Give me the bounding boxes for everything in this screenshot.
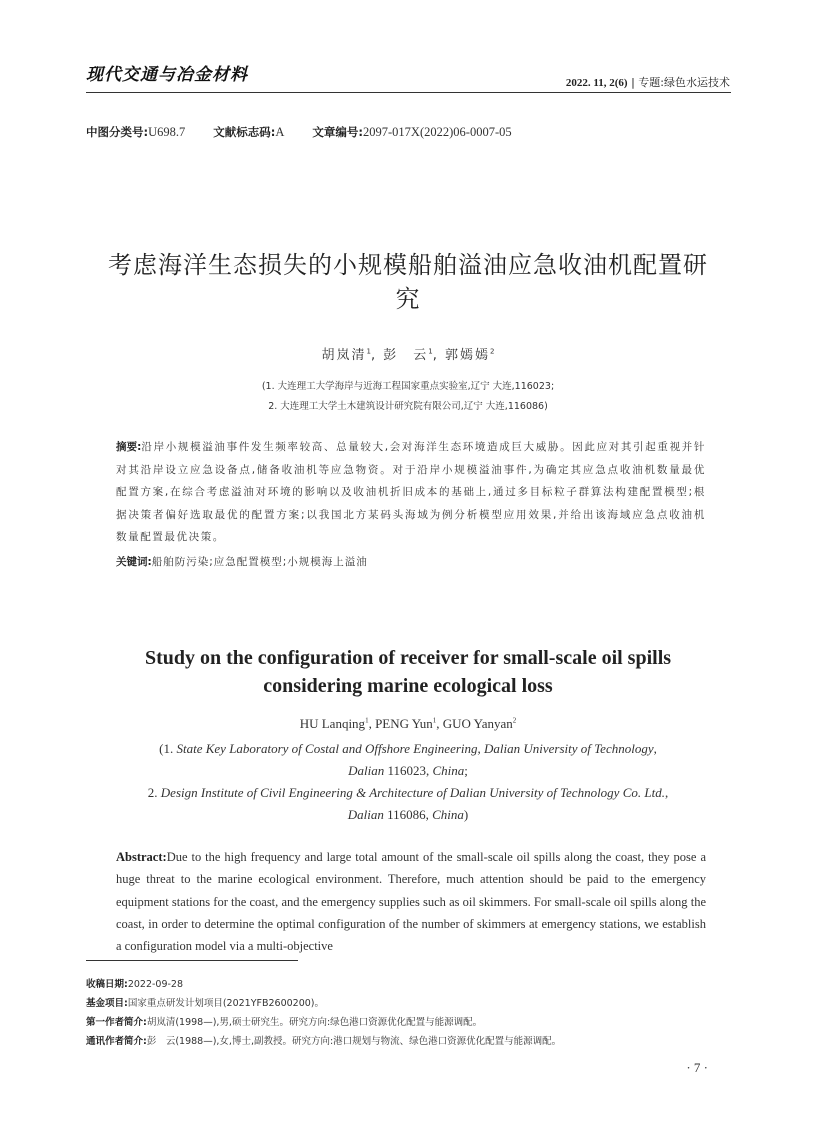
first-author-label: 第一作者简介: bbox=[86, 1017, 147, 1028]
cn-abstract-text: 沿岸小规模溢油事件发生频率较高、总量较大,会对海洋生态环境造成巨大威胁。因此应对其引起重视并针对其沿岸设立应急设备点,储备收油机等应急物资。对于沿岸小规模溢油事件,为确定其应急点收油机数量最优配置方案,在综合考虑溢油对环境的影响以及收油机折旧成本的基础上,通过多目标粒子群算法构建配置模型;根据决策者偏好选取最优的配置方案;以我国北方某码头海域为例分析模型应用效果,并给出该海域应急点收油机数量配置最优决策。 bbox=[116, 441, 706, 543]
author-2-sup: 1 bbox=[428, 347, 433, 356]
first-author-value: 胡岚清(1998—),男,硕士研究生。研究方向:绿色港口资源优化配置与能源调配。 bbox=[146, 1017, 483, 1028]
author-2: 彭 云 bbox=[383, 348, 429, 363]
en-affiliation-2-line-1: 2. Design Institute of Civil Engineering & Architecture of Dalian University of Technology Co. Ltd., bbox=[147, 785, 669, 800]
en-authors: HU Lanqing$^1$, PENG Yun$^1$, GUO Yanyan$^2$ bbox=[299, 716, 517, 731]
en-author-2-sup: 1 bbox=[432, 716, 437, 725]
journal-logo: 现代交通与冶金材料 bbox=[86, 65, 248, 85]
cn-abstract bbox=[116, 436, 706, 549]
footnote-fund bbox=[86, 995, 324, 1009]
en-affiliation-1-line-2: Dalian 116023, China; bbox=[348, 763, 468, 778]
en-author-3: GUO Yanyan bbox=[442, 716, 513, 731]
article-no-label: 文章编号: bbox=[312, 125, 364, 139]
page-number: · 7 · bbox=[686, 1060, 708, 1075]
cn-authors: 胡岚清$^1$, 彭 云$^1$, 郭嫣嫣$^2$ bbox=[321, 347, 495, 363]
en-aff-2-city: Dalian bbox=[347, 807, 384, 822]
en-aff-1-name: State Key Laboratory of Costal and Offshore Engineering, Dalian University of Technology bbox=[176, 741, 654, 756]
en-aff-1-city: Dalian bbox=[348, 763, 385, 778]
corr-author-label: 通讯作者简介: bbox=[86, 1036, 147, 1047]
en-affiliation-2-line-2: Dalian 116086, China) bbox=[347, 807, 469, 822]
cn-affiliation-1: (1. 大连理工大学海岸与近海工程国家重点实验室,辽宁 大连,116023; bbox=[261, 381, 555, 392]
en-title: Study on the configuration of receiver for small-scale oil spills considering marine ecological loss bbox=[144, 647, 672, 697]
author-3: 郭嫣嫣 bbox=[445, 348, 491, 363]
footnote-received bbox=[86, 976, 183, 990]
en-abstract-text: Due to the high frequency and large total amount of the small-scale oil spills along the coast, they pose a huge threat to the marine ecological environment. Therefore, much attention should be paid to the emergency equipment stations for the coast, and the emergency supplies such as oil skimmers. For small-scale oil spills along the coast, in order to determine the optimal configuration of the number of skimmers at emergency stations, we establish a configuration model via a multi-objective bbox=[116, 850, 706, 954]
cn-keywords bbox=[116, 554, 706, 569]
corr-author-value: 彭 云(1988—),女,博士,副教授。研究方向:港口规划与物流、绿色港口资源优化配置与能源调配。 bbox=[146, 1036, 562, 1047]
en-abstract-label: Abstract: bbox=[116, 850, 167, 864]
author-3-sup: 2 bbox=[490, 347, 495, 356]
fund-value: 国家重点研发计划项目(2021YFB2600200)。 bbox=[127, 998, 324, 1009]
fund-label: 基金项目: bbox=[86, 998, 128, 1009]
article-no-value: 2097-017X(2022)06-0007-05 bbox=[363, 125, 512, 139]
cn-title: 考虑海洋生态损失的小规模船舶溢油应急收油机配置研究 bbox=[108, 251, 708, 313]
header-rule bbox=[86, 92, 731, 93]
en-author-1-sup: 1 bbox=[365, 716, 369, 725]
en-aff-2-country: China bbox=[432, 807, 464, 822]
footnote-first-author bbox=[86, 1014, 482, 1028]
issue-info bbox=[566, 74, 730, 90]
en-aff-1-country: China bbox=[432, 763, 465, 778]
received-value: 2022-09-28 bbox=[127, 979, 184, 990]
doc-code-value: A bbox=[275, 125, 285, 139]
cn-abstract-label: 摘要: bbox=[116, 441, 142, 453]
header-separator: | bbox=[627, 76, 639, 89]
en-author-2: PENG Yun bbox=[375, 716, 433, 731]
classification-line bbox=[86, 124, 512, 140]
en-aff-2-name: Design Institute of Civil Engineering & Architecture of Dalian University of Technology Co. Ltd. bbox=[160, 785, 665, 800]
cn-affiliation-2: 2. 大连理工大学土木建筑设计研究院有限公司,辽宁 大连,116086) bbox=[268, 401, 548, 412]
footnote-rule bbox=[86, 960, 298, 961]
en-abstract bbox=[116, 846, 706, 957]
en-author-3-sup: 2 bbox=[512, 716, 517, 725]
cn-keywords-label: 关键词: bbox=[116, 556, 152, 568]
issue-number: 2022. 11, 2(6) bbox=[565, 77, 628, 89]
author-1-sup: 1 bbox=[366, 347, 371, 356]
clc-value: U698.7 bbox=[148, 125, 186, 139]
clc-label: 中图分类号: bbox=[86, 125, 149, 139]
doc-code-label: 文献标志码: bbox=[213, 125, 276, 139]
footnote-corresponding-author bbox=[86, 1033, 561, 1047]
author-1: 胡岚清 bbox=[321, 348, 367, 363]
topic-label: 专题:绿色水运技术 bbox=[638, 76, 730, 89]
received-label: 收稿日期: bbox=[86, 979, 128, 990]
en-affiliation-1-line-1: (1. State Key Laboratory of Costal and Offshore Engineering, Dalian University of Technology, bbox=[159, 741, 657, 756]
cn-keywords-text: 船舶防污染;应急配置模型;小规模海上溢油 bbox=[151, 556, 368, 568]
en-aff-2-code: 116086 bbox=[387, 807, 426, 822]
en-aff-1-code: 116023 bbox=[387, 763, 426, 778]
en-author-1: HU Lanqing bbox=[299, 716, 366, 731]
